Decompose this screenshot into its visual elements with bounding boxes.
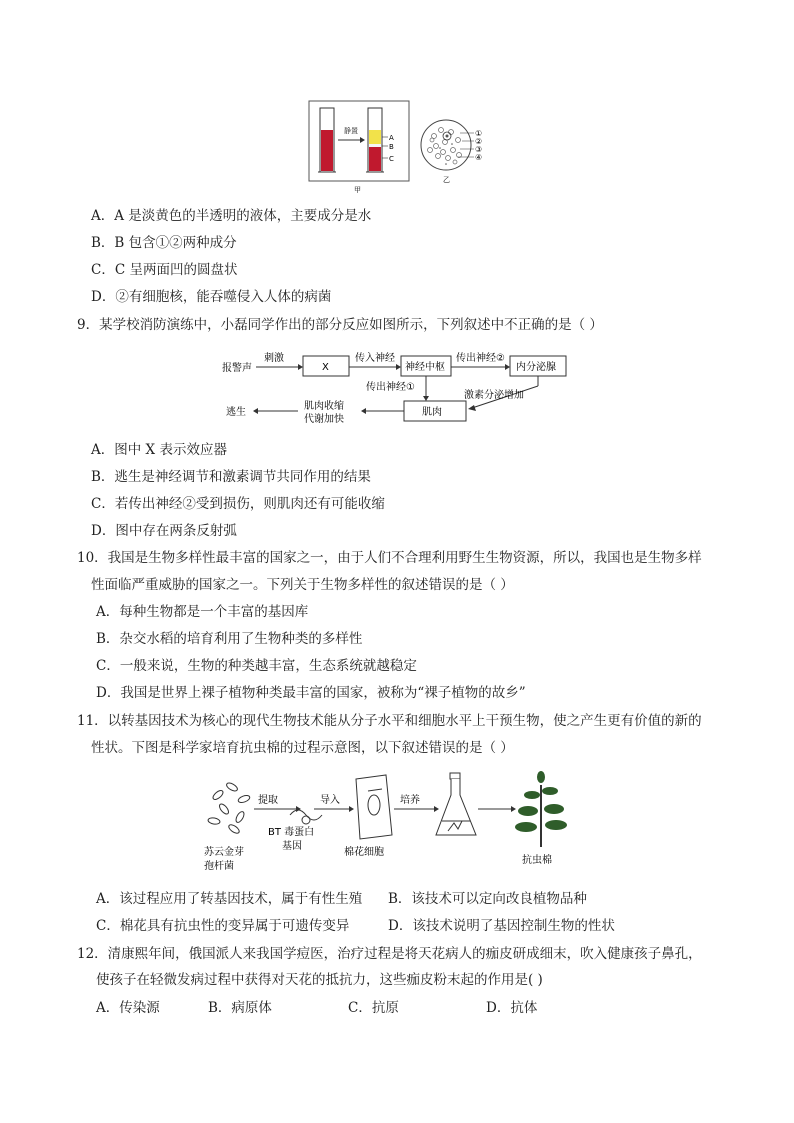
q10-option-d: D．我国是世界上裸子植物种类最丰富的国家，被称为“裸子植物的故乡” bbox=[96, 685, 526, 701]
label-cotton-cell: 棉花细胞 bbox=[344, 847, 384, 858]
q12-option-d: D．抗体 bbox=[486, 1000, 538, 1016]
bacteria-icon bbox=[208, 781, 251, 834]
label-C: C bbox=[389, 155, 394, 163]
blood-smear bbox=[421, 120, 471, 170]
box-muscle: 肌肉 bbox=[422, 407, 442, 418]
q12-option-c: C．抗原 bbox=[348, 1000, 399, 1016]
label-stimulus: 刺激 bbox=[264, 353, 284, 364]
q9-option-b: B．逃生是神经调节和激素调节共同作用的结果 bbox=[91, 469, 371, 485]
label-yi: 乙 bbox=[443, 176, 450, 184]
label-afferent: 传入神经 bbox=[355, 353, 395, 364]
label-hormone: 激素分泌增加 bbox=[464, 390, 524, 401]
label-bacteria-2: 孢杆菌 bbox=[204, 861, 234, 872]
tube-after bbox=[366, 108, 384, 172]
label-escape: 逃生 bbox=[226, 407, 246, 418]
q9-option-a: A．图中 X 表示效应器 bbox=[91, 442, 227, 458]
q12-option-a: A．传染源 bbox=[96, 1000, 160, 1016]
transgenic-diagram bbox=[196, 765, 576, 877]
label-4: ④ bbox=[475, 153, 483, 162]
label-A: A bbox=[389, 134, 394, 142]
box-center: 神经中枢 bbox=[405, 362, 445, 373]
q12-stem-1: 12．清康熙年间，俄国派人来我国学痘医，治疗过程是将天花病人的痂皮研成细末，吹入健康孩子鼻孔， bbox=[77, 946, 702, 962]
q11-option-a: A．该过程应用了转基因技术，属于有性生殖 bbox=[96, 891, 363, 907]
q9-option-d: D．图中存在两条反射弧 bbox=[91, 523, 237, 539]
q11-option-d: D．该技术说明了基因控制生物的性状 bbox=[388, 918, 615, 934]
q8-option-a: A．A 是淡黄色的半透明的液体，主要成分是水 bbox=[91, 208, 372, 224]
label-alarm: 报警声 bbox=[222, 363, 252, 374]
cotton-plant-icon bbox=[515, 771, 567, 847]
q12-option-b: B．病原体 bbox=[208, 1000, 272, 1016]
reflex-diagram bbox=[220, 346, 580, 430]
label-jia: 甲 bbox=[354, 186, 361, 194]
blood-figure bbox=[308, 100, 498, 195]
box-x: X bbox=[322, 362, 329, 373]
label-B: B bbox=[389, 143, 394, 151]
q8-option-b: B．B 包含①②两种成分 bbox=[91, 235, 237, 251]
label-contract: 肌肉收缩 bbox=[304, 401, 344, 412]
q12-stem-2: 使孩子在轻微发病过程中获得对天花的抵抗力，这些痂皮粉末起的作用是( ) bbox=[96, 972, 543, 988]
q10-stem-1: 10．我国是生物多样性最丰富的国家之一，由于人们不合理利用野生生物资源，所以，我国也是生物多样 bbox=[77, 550, 702, 566]
label-1: ① bbox=[475, 129, 483, 138]
label-efferent1: 传出神经① bbox=[366, 382, 415, 393]
tube-before bbox=[318, 108, 336, 172]
q8-option-c: C．C 呈两面凹的圆盘状 bbox=[91, 262, 238, 278]
label-bacteria-1: 苏云金芽 bbox=[204, 847, 244, 858]
flask-icon bbox=[436, 773, 476, 835]
q10-option-a: A．每种生物都是一个丰富的基因库 bbox=[96, 604, 309, 620]
label-extract: 提取 bbox=[258, 795, 278, 806]
q11-stem-2: 性状。下图是科学家培育抗虫棉的过程示意图，以下叙述错误的是（ ） bbox=[91, 740, 514, 756]
q9-option-c: C．若传出神经②受到损伤，则肌肉还有可能收缩 bbox=[91, 496, 385, 512]
q10-option-b: B．杂交水稻的培育利用了生物种类的多样性 bbox=[96, 631, 363, 647]
q10-stem-2: 性面临严重威胁的国家之一。下列关于生物多样性的叙述错误的是（ ） bbox=[91, 577, 514, 593]
label-2: ② bbox=[475, 137, 483, 146]
q10-option-c: C．一般来说，生物的种类越丰富，生态系统就越稳定 bbox=[96, 658, 417, 674]
q11-stem-1: 11．以转基因技术为核心的现代生物技术能从分子水平和细胞水平上干预生物，使之产生更有价值的新的 bbox=[77, 713, 702, 729]
label-resistant-cotton: 抗虫棉 bbox=[522, 855, 552, 866]
box-endocrine: 内分泌腺 bbox=[516, 362, 556, 373]
label-gene-2: 基因 bbox=[282, 841, 302, 852]
gene-icon bbox=[290, 810, 322, 824]
label-gene-1: BT 毒蛋白 bbox=[268, 827, 315, 838]
q11-option-c: C．棉花具有抗虫性的变异属于可遗传变异 bbox=[96, 918, 350, 934]
q8-option-d: D．②有细胞核，能吞噬侵入人体的病菌 bbox=[91, 289, 332, 305]
label-efferent2: 传出神经② bbox=[456, 353, 505, 364]
label-import: 导入 bbox=[320, 795, 340, 806]
cotton-cell-icon bbox=[356, 775, 392, 839]
label-metabolism: 代谢加快 bbox=[304, 414, 344, 425]
label-3: ③ bbox=[475, 145, 483, 154]
label-jingzhi: 静置 bbox=[344, 127, 358, 135]
label-culture: 培养 bbox=[400, 795, 420, 806]
q9-stem: 9．某学校消防演练中，小磊同学作出的部分反应如图所示，下列叙述中不正确的是（ ） bbox=[77, 317, 603, 333]
q11-option-b: B．该技术可以定向改良植物品种 bbox=[388, 891, 587, 907]
